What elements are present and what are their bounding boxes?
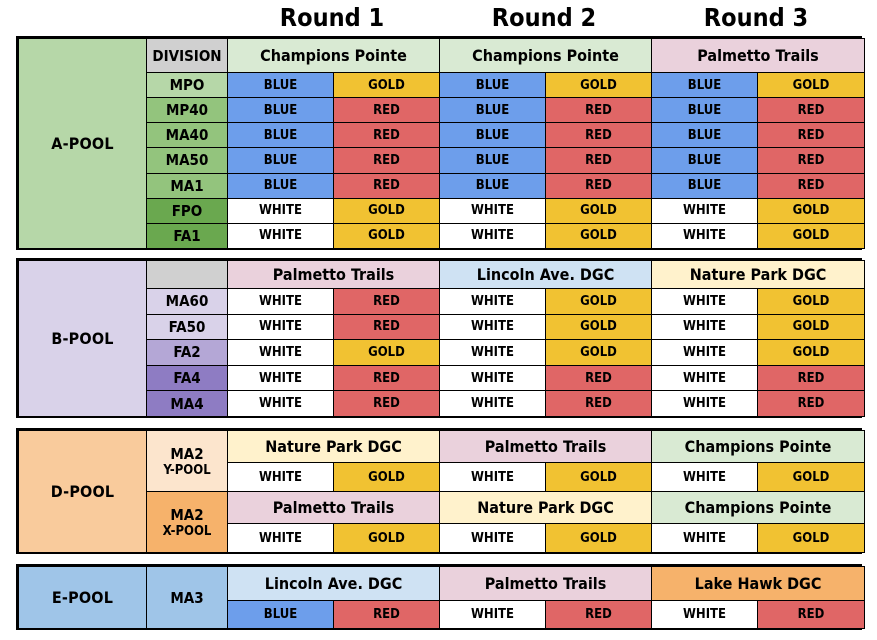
tee-cell: WHITE [228, 365, 334, 391]
tee-cell: GOLD [334, 198, 440, 223]
tee-cell: WHITE [652, 314, 758, 340]
division-code: MA60 [147, 289, 228, 315]
tee-cell: GOLD [334, 73, 440, 98]
tee-cell: GOLD [758, 223, 865, 248]
tee-cell: RED [546, 148, 652, 173]
division-code: MP40 [147, 98, 228, 123]
tee-cell: BLUE [228, 73, 334, 98]
tee-cell: BLUE [440, 73, 546, 98]
division-code: FA1 [147, 223, 228, 248]
tee-cell: RED [334, 123, 440, 148]
tee-cell: WHITE [652, 463, 758, 492]
course-name: Palmetto Trails [440, 431, 652, 463]
tee-cell: GOLD [758, 340, 865, 366]
division-code: FPO [147, 198, 228, 223]
tee-cell: WHITE [652, 223, 758, 248]
course-name: Champions Pointe [652, 431, 865, 463]
tee-cell: WHITE [440, 463, 546, 492]
tee-cell: GOLD [546, 524, 652, 553]
tee-cell: WHITE [440, 391, 546, 417]
tee-cell: GOLD [334, 223, 440, 248]
course-name: Nature Park DGC [652, 261, 865, 289]
tee-cell: RED [334, 601, 440, 629]
pool-a-pool [16, 36, 862, 250]
tee-cell: WHITE [228, 524, 334, 553]
pool-table [18, 566, 865, 629]
tee-cell: WHITE [440, 289, 546, 315]
round-1-header: Round 1 [279, 3, 385, 32]
round-3-header: Round 3 [703, 3, 809, 32]
division-header [147, 261, 228, 289]
course-name: Nature Park DGC [440, 492, 652, 524]
tee-cell: WHITE [440, 314, 546, 340]
division-main: MA2 [170, 444, 204, 463]
tee-cell: RED [546, 123, 652, 148]
pool-label: D-POOL [19, 431, 147, 553]
tee-cell: BLUE [652, 173, 758, 198]
tee-cell: WHITE [440, 223, 546, 248]
course-name: Champions Pointe [440, 39, 652, 73]
tee-cell: BLUE [228, 123, 334, 148]
tee-cell: WHITE [228, 314, 334, 340]
tee-cell: BLUE [440, 148, 546, 173]
course-name: Champions Pointe [228, 39, 440, 73]
division-code [147, 567, 228, 629]
tee-cell: RED [334, 148, 440, 173]
division-code: FA4 [147, 365, 228, 391]
pool-b-pool [16, 258, 862, 418]
tee-cell: BLUE [228, 148, 334, 173]
division-code: MA50 [147, 148, 228, 173]
tee-cell: RED [758, 123, 865, 148]
tee-cell: GOLD [546, 73, 652, 98]
tee-cell: RED [334, 173, 440, 198]
tee-cell: GOLD [334, 463, 440, 492]
tee-cell: GOLD [758, 314, 865, 340]
tee-cell: RED [546, 173, 652, 198]
tee-cell: WHITE [652, 289, 758, 315]
tee-cell: WHITE [228, 340, 334, 366]
tee-cell: RED [546, 365, 652, 391]
tee-cell: WHITE [228, 223, 334, 248]
tee-cell: GOLD [546, 314, 652, 340]
division-code: FA50 [147, 314, 228, 340]
tee-cell: RED [758, 601, 865, 629]
course-name: Palmetto Trails [440, 567, 652, 601]
tee-cell: GOLD [546, 340, 652, 366]
tee-cell: RED [758, 98, 865, 123]
tee-cell: BLUE [440, 98, 546, 123]
tee-cell: GOLD [334, 524, 440, 553]
tee-cell: WHITE [440, 198, 546, 223]
tee-cell: BLUE [228, 173, 334, 198]
pool-e-pool [16, 564, 862, 630]
pool-d-pool [16, 428, 862, 554]
tee-cell: GOLD [546, 289, 652, 315]
tee-cell: RED [546, 601, 652, 629]
course-name: Lincoln Ave. DGC [440, 261, 652, 289]
pool-label: A-POOL [19, 39, 147, 249]
course-name: Nature Park DGC [228, 431, 440, 463]
tee-cell: WHITE [228, 198, 334, 223]
tee-cell: WHITE [652, 340, 758, 366]
tee-cell: WHITE [440, 340, 546, 366]
pool-table [18, 260, 865, 417]
tee-cell: WHITE [652, 391, 758, 417]
tee-cell: BLUE [440, 123, 546, 148]
tee-cell: GOLD [334, 340, 440, 366]
tee-cell: WHITE [652, 365, 758, 391]
division-code [147, 431, 228, 492]
course-name: Palmetto Trails [228, 492, 440, 524]
tee-cell: BLUE [652, 73, 758, 98]
tee-cell: WHITE [228, 463, 334, 492]
tee-cell: RED [334, 365, 440, 391]
tee-cell: GOLD [546, 198, 652, 223]
tee-cell: RED [546, 98, 652, 123]
tee-cell: RED [546, 391, 652, 417]
tee-cell: WHITE [228, 289, 334, 315]
tee-cell: BLUE [652, 98, 758, 123]
tee-cell: GOLD [546, 463, 652, 492]
tee-cell: RED [334, 391, 440, 417]
tee-cell: GOLD [758, 73, 865, 98]
division-subpool: Y-POOL [163, 462, 211, 478]
division-code: FA2 [147, 340, 228, 366]
course-name: Palmetto Trails [228, 261, 440, 289]
tee-cell: RED [334, 98, 440, 123]
tee-cell: WHITE [440, 365, 546, 391]
tee-cell: BLUE [228, 98, 334, 123]
course-name: Lincoln Ave. DGC [228, 567, 440, 601]
division-code [147, 492, 228, 553]
division-code: MA1 [147, 173, 228, 198]
division-header: DIVISION [147, 39, 228, 73]
tee-cell: BLUE [652, 148, 758, 173]
pool-label: B-POOL [19, 261, 147, 417]
tee-cell: WHITE [652, 524, 758, 553]
course-name: Palmetto Trails [652, 39, 865, 73]
division-main: MA3 [170, 588, 204, 607]
pool-table [18, 38, 865, 249]
tee-cell: WHITE [652, 601, 758, 629]
division-code: MPO [147, 73, 228, 98]
pool-table [18, 430, 865, 553]
tee-cell: RED [758, 173, 865, 198]
tee-cell: WHITE [440, 524, 546, 553]
tee-cell: WHITE [652, 198, 758, 223]
tee-cell: WHITE [228, 391, 334, 417]
division-main: MA2 [170, 505, 204, 524]
division-code: MA40 [147, 123, 228, 148]
tee-cell: GOLD [758, 289, 865, 315]
tee-cell: RED [758, 365, 865, 391]
tee-cell: GOLD [758, 463, 865, 492]
pool-label: E-POOL [19, 567, 147, 629]
tee-cell: RED [758, 148, 865, 173]
tee-cell: GOLD [546, 223, 652, 248]
tee-cell: RED [758, 391, 865, 417]
division-subpool: X-POOL [162, 523, 212, 539]
tee-cell: GOLD [758, 198, 865, 223]
course-name: Champions Pointe [652, 492, 865, 524]
tee-cell: RED [334, 314, 440, 340]
course-name: Lake Hawk DGC [652, 567, 865, 601]
tee-cell: BLUE [228, 601, 334, 629]
division-code: MA4 [147, 391, 228, 417]
tee-cell: WHITE [440, 601, 546, 629]
tee-cell: BLUE [652, 123, 758, 148]
tee-cell: GOLD [758, 524, 865, 553]
tee-cell: BLUE [440, 173, 546, 198]
round-2-header: Round 2 [491, 3, 597, 32]
tee-cell: RED [334, 289, 440, 315]
